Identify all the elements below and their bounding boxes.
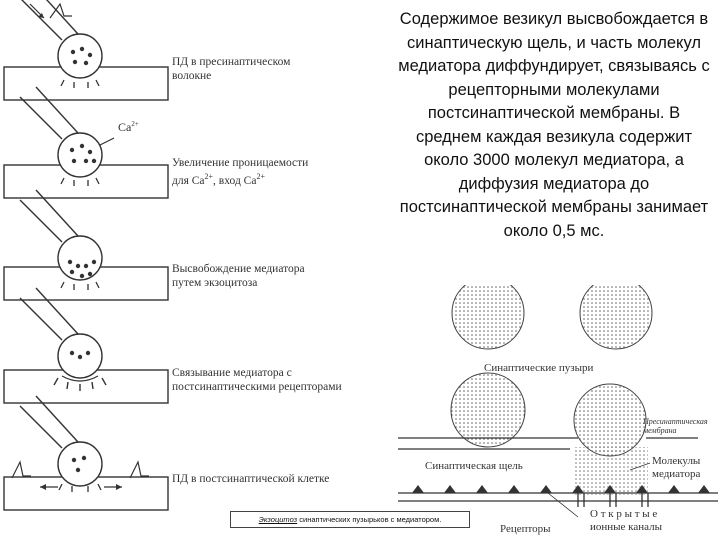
channels-line1: О т к р ы т ы е bbox=[590, 508, 658, 520]
presyn-line2: мембрана bbox=[643, 426, 677, 435]
step-3-line2: путем экзоцитоза bbox=[172, 277, 258, 289]
presyn-line1: Пресинаптическая bbox=[643, 417, 708, 426]
step-1-schematic bbox=[4, 0, 168, 100]
step-3-schematic bbox=[4, 190, 168, 300]
step-3-line1: Высвобождение медиатора bbox=[172, 263, 305, 275]
vesicle-4 bbox=[574, 384, 646, 456]
step-4-line2: постсинаптическими рецепторами bbox=[172, 381, 342, 393]
step-1-line2: волокне bbox=[172, 70, 212, 82]
molecules-line2: медиатора bbox=[652, 468, 701, 480]
calcium-base: Ca bbox=[118, 120, 132, 134]
presynaptic-membrane-label bbox=[643, 417, 708, 435]
step-3-label bbox=[172, 262, 305, 290]
molecules-label bbox=[652, 455, 700, 481]
vesicle-1 bbox=[452, 285, 524, 349]
caption bbox=[230, 511, 470, 528]
vesicles-label: Синаптические пузыри bbox=[484, 362, 594, 374]
step-2-label bbox=[172, 156, 308, 188]
step-4-label bbox=[172, 366, 342, 394]
step-4-line1: Связывание медиатора с bbox=[172, 367, 292, 379]
step-2-schematic bbox=[4, 87, 168, 198]
channels-line2: ионные каналы bbox=[590, 521, 662, 533]
step-4-schematic bbox=[4, 288, 168, 403]
cleft-label: Синаптическая щель bbox=[425, 460, 523, 472]
step-1-line1: ПД в пресинаптическом bbox=[172, 56, 291, 68]
step-2-line2-a: для Ca bbox=[172, 174, 205, 187]
step-5-schematic bbox=[4, 396, 168, 510]
molecules-line1: Молекулы bbox=[652, 455, 701, 467]
open-channels-label bbox=[590, 508, 662, 534]
caption-rest: синаптических пузырьков с медиатором. bbox=[297, 515, 442, 524]
step-2-line2-b: , вход Ca bbox=[213, 174, 257, 187]
step-2-sup-a: 2+ bbox=[204, 172, 214, 181]
receptors-label: Рецепторы bbox=[500, 523, 551, 535]
synapse-cross-section-diagram bbox=[398, 285, 718, 540]
step-2-line1: Увеличение проницаемости bbox=[172, 157, 309, 169]
step-5-label bbox=[172, 472, 329, 486]
calcium-label bbox=[118, 120, 139, 135]
calcium-sup: 2+ bbox=[131, 120, 139, 128]
step-2-line2 bbox=[172, 170, 308, 188]
vesicle-2 bbox=[580, 285, 652, 349]
step-5-line1: ПД в постсинаптической клетке bbox=[172, 473, 330, 485]
step-2-sup-b: 2+ bbox=[256, 172, 265, 181]
main-description: Содержимое везикул высвобождается в синаптическую щель, и часть молекул медиатора диффундирует, связываясь с рецепторными молекулами постсинаптической мембраны. В среднем каждая везикула содержит около 3000 молекул медиатора, а диффузия медиатора до постсинаптической мембраны занимает около 0,5 мс. bbox=[398, 10, 710, 240]
vesicle-3 bbox=[451, 373, 525, 447]
caption-term: Экзоцитоз bbox=[258, 515, 298, 524]
step-1-label bbox=[172, 55, 290, 83]
